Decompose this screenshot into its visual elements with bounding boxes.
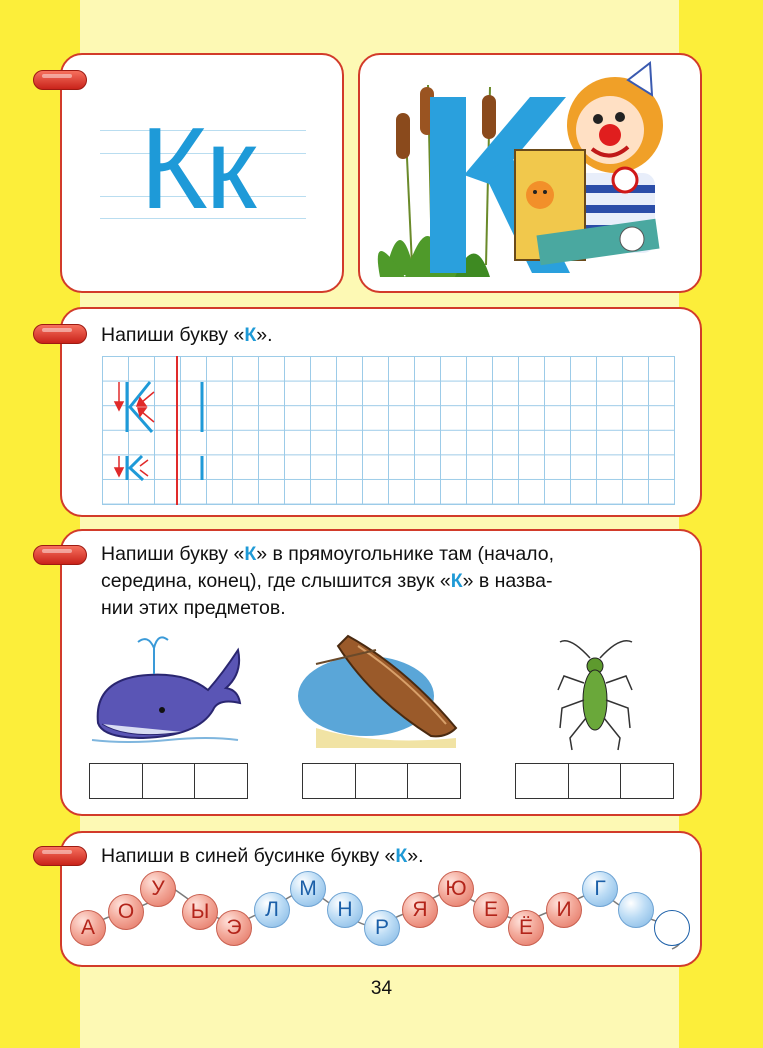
bead-red: И bbox=[546, 892, 582, 928]
answer-box-beetle[interactable] bbox=[515, 763, 674, 799]
bead-blue: Г bbox=[582, 871, 618, 907]
bead-red: О bbox=[108, 894, 144, 930]
bead-red: Ю bbox=[438, 871, 474, 907]
answer-cell-middle[interactable] bbox=[569, 764, 622, 798]
bead-red: У bbox=[140, 871, 176, 907]
beetle-icon bbox=[550, 628, 640, 753]
red-pill-marker bbox=[33, 70, 87, 90]
bead-red: Ё bbox=[508, 910, 544, 946]
clown-illustration bbox=[360, 55, 700, 291]
red-pill-marker bbox=[33, 846, 87, 866]
red-pill-marker bbox=[33, 545, 87, 565]
bead-red: Я bbox=[402, 892, 438, 928]
clown-icon bbox=[515, 63, 663, 265]
answer-cell-end[interactable] bbox=[195, 764, 247, 798]
task1-instruction: Напиши букву «К». bbox=[101, 324, 273, 346]
answer-cell-start[interactable] bbox=[516, 764, 569, 798]
answer-cell-end[interactable] bbox=[621, 764, 673, 798]
bead-blue: Л bbox=[254, 892, 290, 928]
bead-blue: М bbox=[290, 871, 326, 907]
answer-box-boat[interactable] bbox=[302, 763, 461, 799]
bead-red: Э bbox=[216, 910, 252, 946]
bead-blue: Н bbox=[327, 892, 363, 928]
page-number: 34 bbox=[370, 978, 393, 999]
bead-blue[interactable] bbox=[618, 892, 654, 928]
answer-cell-middle[interactable] bbox=[143, 764, 196, 798]
answer-cell-start[interactable] bbox=[90, 764, 143, 798]
answer-cell-start[interactable] bbox=[303, 764, 356, 798]
answer-cell-middle[interactable] bbox=[356, 764, 409, 798]
bead-red: Ы bbox=[182, 894, 218, 930]
answer-cell-end[interactable] bbox=[408, 764, 460, 798]
bead-red: А bbox=[70, 910, 106, 946]
bead-red: Е bbox=[473, 892, 509, 928]
letter-stroke-examples bbox=[102, 360, 222, 500]
illustration-panel bbox=[358, 53, 702, 293]
whale-icon bbox=[88, 628, 248, 748]
boat-icon bbox=[296, 628, 466, 748]
letter-kk: Кк bbox=[140, 103, 255, 233]
answer-box-whale[interactable] bbox=[89, 763, 248, 799]
task2-instruction: Напиши букву «К» в прямоугольнике там (начало, середина, конец), где слышится звук «К» в назва- нии этих предметов. bbox=[101, 543, 555, 619]
bead-empty[interactable] bbox=[654, 910, 690, 946]
red-pill-marker bbox=[33, 324, 87, 344]
task3-instruction: Напиши в синей бусинке букву «К». bbox=[101, 845, 424, 867]
bead-blue: Р bbox=[364, 910, 400, 946]
